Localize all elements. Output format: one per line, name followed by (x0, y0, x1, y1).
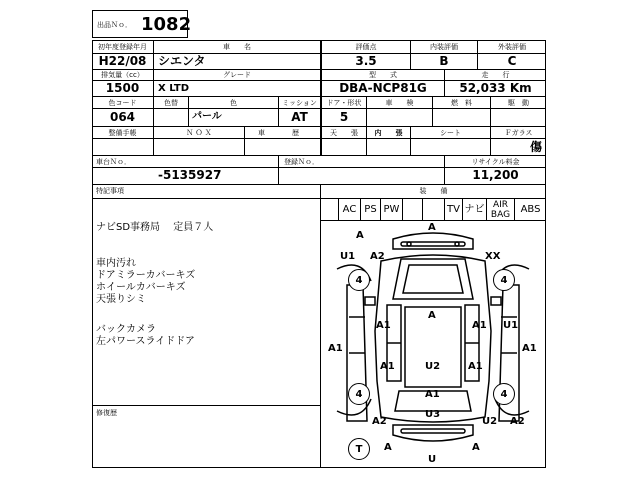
displacement-label: 排気量（cc） (101, 71, 144, 79)
score-value: 3.5 (355, 54, 377, 68)
exterior-grade-label: 外装評価 (498, 43, 526, 51)
seat-label: シート (440, 129, 461, 137)
note-line: ナビSD事務局 定員７人 (96, 222, 214, 233)
damage-mark: A1 (376, 320, 391, 331)
notes-label: 特記事項 (96, 187, 124, 195)
history-label-a: 車 (258, 129, 265, 137)
spare-tire: T (348, 438, 370, 460)
history-label-b: 歴 (292, 129, 299, 137)
interior-trim-label: 内 張 (374, 129, 403, 137)
score-label: 評価点 (355, 43, 377, 51)
tire-front-left: 4 (348, 269, 370, 291)
equipment-label: 装 備 (419, 187, 448, 195)
grade-value: X LTD (158, 83, 190, 94)
chassis-no-label: 車台Ｎｏ． (96, 158, 131, 166)
equipment-slot (403, 199, 423, 221)
color-label: 色 (230, 99, 237, 107)
repair-history-label: 修復歴 (96, 409, 117, 417)
grade-label: グレード (223, 71, 251, 79)
damage-mark: A1 (425, 389, 440, 400)
damage-mark: U1 (340, 251, 356, 262)
headliner-label: 天 張 (330, 129, 358, 137)
listing-number: 1082 (141, 14, 192, 35)
nox-label: Ｎ Ｏ Ｘ (186, 129, 212, 137)
windshield-label: Ｆガラス (504, 129, 533, 137)
damage-mark: A1 (328, 343, 343, 354)
exterior-grade-value: C (507, 54, 517, 68)
service-record-label: 整備手帳 (108, 129, 137, 137)
transmission-value: AT (291, 110, 308, 124)
transmission-label: ミッション (282, 99, 317, 107)
damage-mark: A1 (472, 320, 487, 331)
interior-grade-value: B (439, 54, 449, 68)
equipment-navi: ナビ (463, 199, 487, 221)
car-name-value: シエンタ (158, 54, 206, 68)
equipment-airbag: AIR BAG (487, 199, 515, 221)
model-code-value: DBA-NCP81G (339, 81, 427, 95)
damage-mark: U1 (503, 320, 519, 331)
equipment-row (321, 199, 546, 221)
drive-label: 駆 動 (508, 99, 529, 107)
equipment-abs: ABS (520, 204, 541, 215)
notes-block-3 (96, 324, 195, 348)
color-code-value: 064 (109, 110, 136, 124)
damage-mark: U3 (425, 409, 441, 420)
first-registration-label: 初年度登録年月 (98, 43, 147, 51)
registration-no-label: 登録Ｎｏ． (284, 158, 319, 166)
listing-number-box (92, 10, 192, 38)
damage-mark: XX (485, 251, 501, 262)
damage-mark: A1 (380, 361, 395, 372)
recycle-fee-label: リサイクル料金 (471, 158, 520, 166)
chassis-no-value: -5135927 (158, 168, 222, 182)
fuel-label: 燃 料 (451, 99, 472, 107)
displacement-value: 1500 (105, 81, 140, 95)
door-shape-label: ドア・形状 (326, 99, 362, 107)
tire-front-right: 4 (493, 269, 515, 291)
tire-rear-right: 4 (493, 383, 515, 405)
door-shape-value: 5 (339, 110, 349, 124)
note-line: 天張りシミ (96, 294, 146, 305)
damage-mark: A (428, 222, 436, 233)
equipment-slot (321, 199, 339, 221)
damage-mark: A2 (510, 416, 525, 427)
note-line: ドアミラーカバーキズ (96, 270, 196, 281)
damage-mark: A2 (372, 416, 387, 427)
interior-grade-label: 内装評価 (430, 43, 458, 51)
color-code-label: 色コード (108, 99, 137, 107)
damage-mark: A1 (522, 343, 537, 354)
color-change-label: 色替 (164, 99, 178, 107)
damage-mark: A (356, 230, 364, 241)
notes-block-1 (96, 222, 213, 234)
damage-mark: U2 (425, 361, 441, 372)
listing-number-label: 出品Ｎｏ． (97, 21, 132, 29)
equipment-tv: TV (445, 199, 463, 221)
damage-mark: U (428, 454, 437, 465)
damage-mark: U2 (482, 416, 498, 427)
notes-block-2 (96, 258, 195, 306)
note-line: ホイールカバーキズ (96, 282, 186, 293)
note-line: 車内汚れ (96, 258, 136, 269)
note-line: 左パワースライドドア (96, 336, 195, 347)
equipment-slot (423, 199, 445, 221)
inspection-label: 車 検 (385, 99, 414, 107)
damage-mark: A (384, 442, 392, 453)
damage-mark: A1 (468, 361, 483, 372)
tire-rear-left: 4 (348, 383, 370, 405)
equipment-ps: PS (361, 199, 381, 221)
damage-mark: A (472, 442, 480, 453)
windshield-value: 傷 (529, 140, 542, 154)
model-code-label: 型 式 (369, 71, 397, 79)
color-value: パール (192, 111, 222, 122)
damage-mark: A (428, 310, 436, 321)
recycle-fee-value: 11,200 (472, 168, 519, 182)
note-line: バックカメラ (96, 324, 156, 335)
car-name-label: 車 名 (223, 43, 251, 51)
equipment-ac: AC (339, 199, 361, 221)
mileage-label: 走 行 (481, 71, 510, 79)
first-registration-value: H22/08 (98, 54, 147, 68)
mileage-value: 52,033 Km (459, 81, 532, 95)
equipment-pw: PW (381, 199, 403, 221)
damage-mark: A2 (370, 251, 385, 262)
